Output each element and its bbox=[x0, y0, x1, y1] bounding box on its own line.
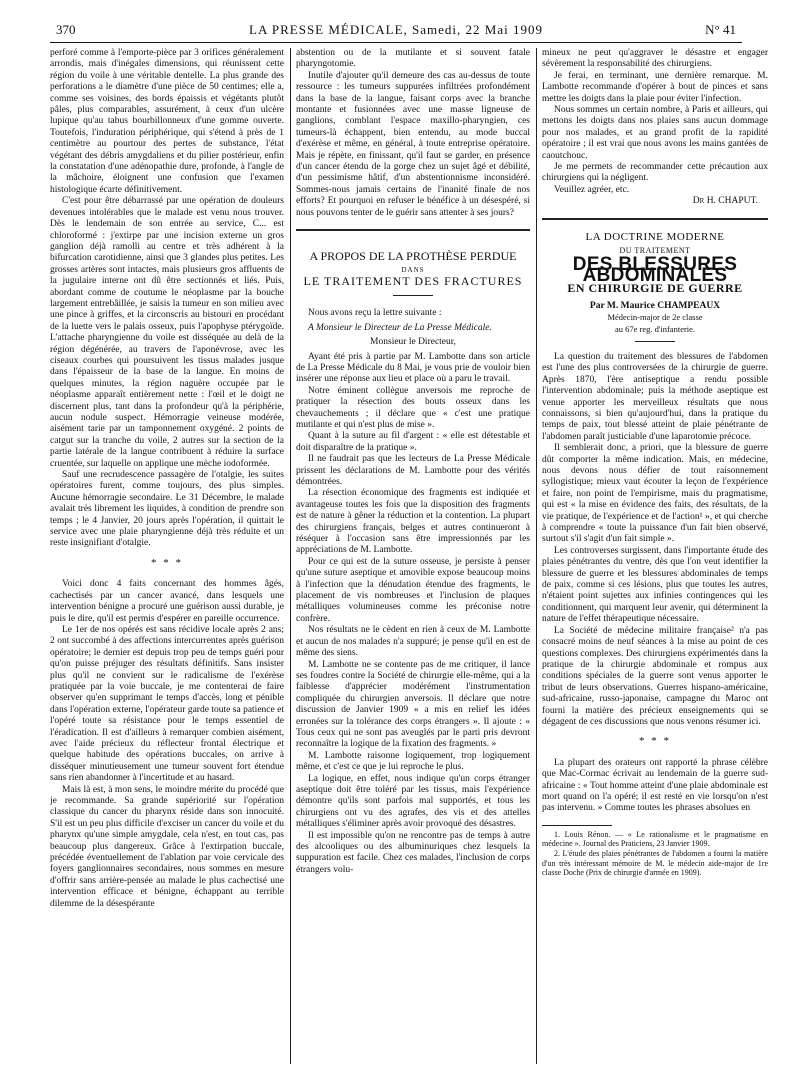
title-rule bbox=[635, 341, 675, 342]
paragraph: Il ne faudrait pas que les lecteurs de La Presse Médicale prissent les déclarations de M. Lambotte pour des vérités démontrées. bbox=[296, 454, 530, 487]
author-name: Par M. Maurice CHAMPEAUX bbox=[589, 300, 721, 311]
paragraph: Les controverses surgissent, dans l'importante étude des plaies pénétrantes du ventre, dès que l'on veut identifier la blessure de guerre et les blessures abdominales de temps de paix, comme si ces lésions, plus que toutes les autres, n'étaient point sujettes aux infinies contingences qui les conditionnent, qui marquent leur avenir, qui déterminent la nature de l'effet thérapeutique nécessaire. bbox=[542, 545, 768, 625]
page-number: 370 bbox=[56, 22, 76, 37]
paragraph: Il semblerait donc, a priori, que la blessure de guerre dût comporter la même indication. Mais, en médecine, nous devons nous défier de tout raisonnement syllogistique; mieux vaut écouter la leçon de l'expérience et faire, non point de l'empirisme, mais du pragmatisme, qui est « la mise en évidence des faits, des résultats, de la vie pratique, de l'expérience et de l'action¹ », et qui cherche à comprendre « toute la puissance d'un fait bien observé, surtout s'il s'agit d'un fait simple ». bbox=[542, 443, 768, 545]
column-2 bbox=[296, 48, 530, 1070]
paragraph: Nous avons reçu la lettre suivante : bbox=[308, 308, 442, 319]
article-title-line-4: EN CHIRURGIE DE GUERRE bbox=[567, 281, 743, 296]
paragraph: M. Lambotte ne se contente pas de me critiquer, il lance ses foudres contre la Société de chirurgie elle-même, qui a la faiblesse d'apprécier modérément l'instrumentation compliquée du chirurgien anversois. Il déclare que notre discussion de Janvier 1909 « a mis en relief les idées erronées sur la tolérance des corps étrangers ». Il ajoute : « Tous ceux qui ne sont pas aveuglés par le parti pris devront reconnaître la logique de la fixation des fragments. » bbox=[296, 659, 530, 750]
journal-title: LA PRESSE MÉDICALE, Samedi, 22 Mai 1909 bbox=[249, 22, 543, 37]
article-title-line-2: DANS bbox=[401, 265, 425, 274]
author-role: au 67e reg. d'infanterie. bbox=[614, 323, 696, 334]
column-1 bbox=[50, 48, 284, 1070]
letter-addressee: A Monsieur le Directeur de La Presse Médicale. bbox=[308, 322, 492, 333]
paragraph: Je me permets de recommander cette précaution aux chirurgiens qui la négligent. bbox=[542, 162, 768, 184]
column-divider bbox=[290, 48, 291, 1064]
paragraph: Nous sommes un certain nombre, à Paris et ailleurs, qui mettons les doigts dans nos plaies sans aucun dommage pour nos malades, et au grand profit de la rapidité opératoire ; il est vrai que nous avons les mains gantées de caoutchouc. bbox=[542, 105, 768, 161]
paragraph: Notre éminent collègue anversois me reproche de pratiquer la résection des bouts osseux dans les chevauchements ; il déclare que « c'est une pratique mutilante et qui n'est plus de mise ». bbox=[296, 385, 530, 430]
article-title-line-1: A PROPOS DE LA PROTHÈSE PERDUE bbox=[309, 249, 517, 264]
paragraph: Quant à la suture au fil d'argent : « elle est détestable et doit disparaître de la pratique ». bbox=[296, 431, 530, 453]
section-separator: * * * bbox=[639, 735, 671, 748]
paragraph: Je ferai, en terminant, une dernière remarque. M. Lambotte recommande d'opérer à bout de pinces et sans mettre les doigts dans la plaie pour éviter l'infection. bbox=[542, 70, 768, 104]
title-rule bbox=[393, 295, 433, 296]
paragraph: La logique, en effet, nous indique qu'un corps étranger aseptique doit être toléré par les tissus, mais l'expérience démontre qu'ils sont parfois mal supportés, et tous les chirurgiens ont vu des agrafes, des vis et des attelles métalliques s'éliminer après avoir provoqué des désastres. bbox=[296, 773, 530, 830]
paragraph: Nos résultats ne le cèdent en rien à ceux de M. Lambotte et aucun de nos malades n'a suppuré; je pense qu'il en est de même des siens. bbox=[296, 625, 530, 659]
paragraph: mineux ne peut qu'aggraver le désastre et engager sévèrement la responsabilité des chirurgiens. bbox=[542, 48, 768, 70]
paragraph: La Société de médecine militaire française² n'a pas consacré moins de neuf séances à la mise au point de ces questions complexes. Des chirurgiens expérimentés dans la pratique de la chirurgie abdominale et rompus aux conditions spéciales de la guerre sont venus apporter le tribut de leurs observations. Guerres hispano-américaine, sud-africaine, russo-japonaise, campagne du Maroc ont fourni la matière des précieux enseignements qui se dégagent de ces discussions que nous venons résumer ici. bbox=[542, 625, 768, 727]
footnote-rule bbox=[542, 825, 612, 826]
article-title-line-1: LA DOCTRINE MODERNE bbox=[585, 230, 725, 243]
page-header bbox=[50, 22, 742, 43]
paragraph: Ayant été pris à partie par M. Lambotte dans son article de La Presse Médicale du 8 Mai, je vous prie de vouloir bien insérer une réponse aux lieu et place où a paru le travail. bbox=[296, 351, 530, 385]
paragraph: Inutile d'ajouter qu'il demeure des cas au-dessus de toute ressource : les tumeurs suppurées infiltrées profondément dans la base de la langue, faisant corps avec la branche montante et fusionnées avec une masse ligneuse de ganglions, comblant l'espace maxillo-pharyngien, ces tumeurs-là échappent, bien entendu, au mode buccal d'exérèse et même, en général, à toute entreprise opératoire. Mais je répète, en finissant, qu'il faut se garder, en présence d'un cancer étendu de la gorge chez un sujet âgé et débilité, d'un pessimisme hâtif, d'un abstentionnisme inconsidéré. Sommes-nous jamais certains de l'inanité finale de nos efforts? Et pourquoi en refuser le bénéfice à un désespéré, si nous pouvons tenter de le guérir sans attenter à ses jours? bbox=[296, 70, 530, 218]
paragraph: abstention ou de la mutilante et si souvent fatale pharyngotomie. bbox=[296, 48, 530, 70]
paragraph: Voici donc 4 faits concernant des hommes âgés, cachectisés par un cancer avancé, dans lesquels une intervention bénigne a procuré une guérison aussi durable, je puis le dire, qu'il est permis d'espérer en pareille occurrence. bbox=[50, 579, 284, 624]
paragraph: Il est impossible qu'on ne rencontre pas de temps à autre des alcooliques ou des albuminuriques chez lesquels la suppuration est facile. Chez ces malades, l'inclusion de corps étrangers volu- bbox=[296, 830, 530, 875]
paragraph: Mais là est, à mon sens, le moindre mérite du procédé que je recommande. Sa grande supériorité sur l'opération classique du cancer du pharynx réside dans son innocuité. S'il est un peu plus difficile d'exciser un cancer du voile et du pharynx qu'une simple amygdale, cela n'est, en tout cas, pas beaucoup plus dangereux. Grâce à l'extirpation buccale, précédée éventuellement de l'ablation par voie cervicale des foyers ganglionnaires secondaires, nous sommes en mesure d'offrir sans arrière-pensée au malade le plus cachectisé une intervention efficace et bénigne, échappant au terrible dilemme de la désespérante bbox=[50, 784, 284, 909]
paragraph: perforé comme à l'emporte-pièce par 3 orifices généralement arrondis, mais d'inégales dimensions, qui réunissent cette région du voile à une véritable dentelle. La plus grande des perforations a le diamètre d'une pièce de 50 centimes; elle a, comme ses voisines, des bords épaissis et végétants plutôt pâles, plus comparables, assurément, à ceux d'un ulcère lupique qu'au tabus bourbillonneux d'une gomme ouverte. Toutefois, l'induration périphérique, qui s'étend à près de 1 centimètre au pourtour des pertes de substance, l'état végétant des débris amygdaliens et du pilier postérieur, enfin la constatation d'une adénopathie dure, profonde, à l'angle de la mâchoire, éloignent une confusion que l'examen histologique écarte définitivement. bbox=[50, 48, 284, 195]
paragraph: Sauf une recrudescence passagère de l'otalgie, les suites opératoires furent, comme toujours, des plus simples. Aucune hémorragie secondaire. Le 31 Décembre, le malade avalait très librement les liquides, à condition de prendre son temps ; le 4 Janvier, 20 jours après l'opération, il quittait le service avec une plaie pharyngienne déjà très réduite et un reste insignifiant d'otalgie. bbox=[50, 470, 284, 549]
letter-closing: Veuillez agréer, etc. bbox=[554, 184, 630, 195]
article-title-line-3: LE TRAITEMENT DES FRACTURES bbox=[303, 273, 523, 288]
footnote: 2. L'étude des plaies pénétrantes de l'abdomen a fourni la matière d'un très intéressant mémoire de M. le médecin aide-major de 1re classe Doche (Prix de chirurgie d'armée en 1909). bbox=[542, 848, 768, 878]
paragraph: M. Lambotte raisonne logiquement, trop logiquement même, et c'est ce que je lui reproche le plus. bbox=[296, 750, 530, 773]
section-separator: * * * bbox=[151, 556, 183, 569]
letter-salutation: Monsieur le Directeur, bbox=[370, 337, 456, 348]
article-title-line-3: DES BLESSURES ABDOMINALES bbox=[572, 253, 738, 286]
paragraph: La résection économique des fragments est indiquée et avantageuse toutes les fois que la disposition des fragments est de nature à gêner la réduction et la contention. La plupart des chirurgiens français, belges et autres continueront à réséquer à l'occasion sans être impressionnés par les appréciations de M. Lambotte. bbox=[296, 488, 530, 556]
article-divider bbox=[542, 218, 768, 220]
author-role: Médecin-major de 2e classe bbox=[607, 312, 703, 323]
issue-number: N° 41 bbox=[705, 22, 736, 37]
paragraph: C'est pour être débarrassé par une opération de douleurs devenues intolérables que le malade est venu nous trouver. Dès le lendemain de son entrée au service, C... est chloroformé : j'extirpe par une incision externe un gros ganglion déjà ramolli au centre et très adhérent à la bifurcation carotidienne, ainsi que 3 glandes plus petites. Les grosses artères sont intactes, mais plusieurs gros affluents de la jugulaire interne ont dû être sectionnés et liés. Puis, abordant comme de coutume le néoplasme par la bouche largement entrebâillée, je saisis la tumeur en son milieu avec une pince à griffes, et la circonscris au bistouri en procédant de la luette vers le palais osseux, puis l'apophyse ptérygoïde. L'attache pharyngienne du voile est disséquée au delà de la région dégénérée, au travers de l'aponévrose, avec les ciseaux courbes qui poursuivent les tissus malades jusque dans l'épaisseur de la base de la langue. En moins de quelques minutes, la région naguère occupée par le néoplasme apparaît entièrement nette : l'œil et le doigt ne discernent plus, tant dans la profondeur qu'à la périphérie, aucun nodule suspect. Hémorragie veineuse modérée, aisément tarie par un tamponnement oxygéné. 2 points de catgut sur la tranche du voile, 2 autres sur la section de la partie latérale de la langue contribuent à réduire la surface cruentée, sur laquelle on applique une mèche iodoformée. bbox=[50, 196, 284, 469]
article-divider bbox=[296, 229, 530, 231]
paragraph: Le 1er de nos opérés est sans récidive locale après 2 ans; 2 ont succombé à des affections intercurrentes après guérison opératoire; le dernier est depuis trop peu de temps guéri pour qu'on puisse préjuger des résultats définitifs. Sans insister plus qu'il ne convient sur le radicalisme de l'exérèse pratiquée par la voie buccale, je me contenterai de faire observer qu'en supprimant le temps d'accès, long et pénible dans l'opération externe, l'opérateur garde toute sa patience et l'opéré toute sa résistance pour le temps essentiel de l'éradication. Il est d'ailleurs à remarquer combien aisément, avec l'aide précieux du réflecteur frontal électrique et quelque habitude des opérations buccales, on arrive à disséquer minutieusement une tumeur souvent fort étendue sans rien abandonner à l'incertitude et au hasard. bbox=[50, 624, 284, 784]
column-3 bbox=[542, 48, 768, 1070]
paragraph: Pour ce qui est de la suture osseuse, je persiste à penser qu'une suture aseptique et amovible expose beaucoup moins à l'infection que la dénudation étendue des fragments, le placement de vis nombreuses et l'inclusion de plaques métalliques volumineuses comme les préconise notre confrère. bbox=[296, 556, 530, 624]
column-divider bbox=[536, 48, 537, 1064]
article-title-line-2: DU TRAITEMENT bbox=[619, 246, 691, 256]
signature: Dr H. CHAPUT. bbox=[692, 196, 758, 207]
paragraph: La question du traitement des blessures de l'abdomen est l'une des plus controversées de la chirurgie de guerre. Après 1870, l'ère antiseptique a rendu possible l'intervention abdominale; puis la méthode aseptique est venue apporter les merveilleux résultats que nous connaissons, si bien qu'aujourd'hui, dans la pratique du temps de paix, tout blessé atteint de plaie pénétrante de l'abdomen paraît justiciable d'une laparotomie précoce. bbox=[542, 351, 768, 442]
article-title bbox=[296, 251, 530, 287]
footnote: 1. Louis Rénon. — « Le rationalisme et le pragmatisme en médecine ». Journal des Praticiens, 23 Janvier 1909. bbox=[542, 829, 768, 849]
paragraph: La plupart des orateurs ont rapporté la phrase célèbre que Mac-Cormac écrivait au lendemain de la guerre sud-africaine : « Tout homme atteint d'une plaie abdominale est mort quand on l'a opéré; il est resté en vie lorsqu'on n'est pas intervenu. » Comme toutes les phrases absolues en bbox=[542, 757, 768, 814]
